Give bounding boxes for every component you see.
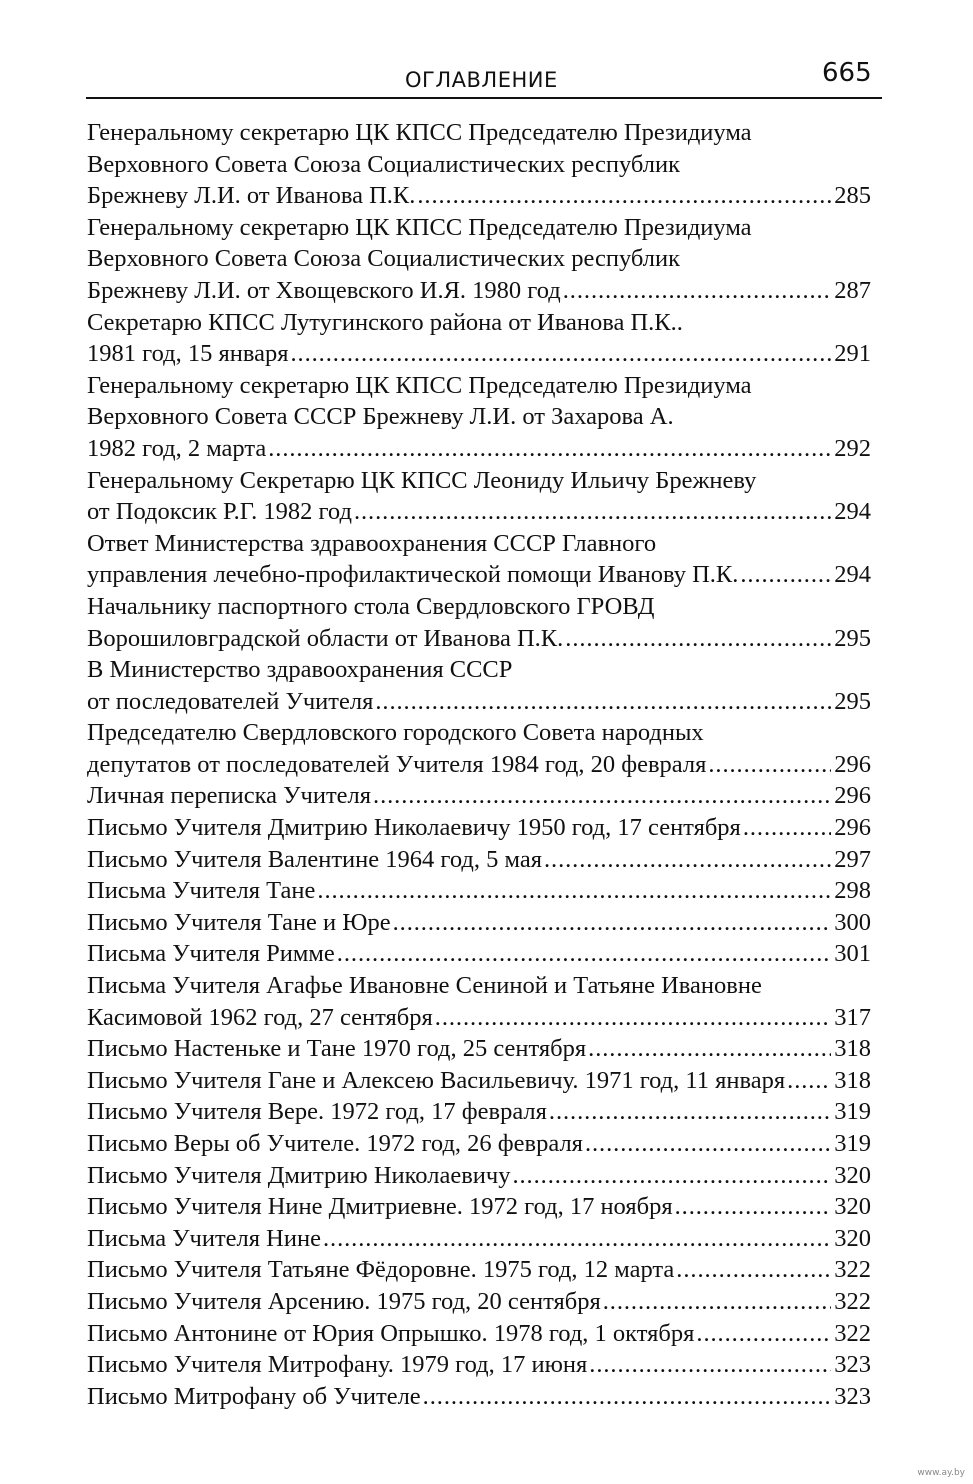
toc-entry-last-line	[87, 1065, 871, 1097]
toc-entry-line: Письмо Настеньке и Тане 1970 год, 25 сентября	[87, 1035, 587, 1063]
toc-entry-line: Ответ Министерства здравоохранения СССР Главного	[87, 529, 657, 557]
toc-entry	[87, 1191, 871, 1223]
toc-entry-line: Начальнику паспортного стола Свердловского ГРОВД	[87, 592, 655, 620]
dot-leader	[603, 1286, 832, 1318]
toc-entry	[87, 1096, 871, 1128]
toc-entry-line: Письмо Учителя Арсению. 1975 год, 20 сентября	[87, 1287, 601, 1315]
toc-page-number: 296	[834, 814, 871, 842]
toc-entry-last-line	[87, 1381, 871, 1413]
toc-entry-line: Личная переписка Учителя	[87, 782, 372, 810]
dot-leader	[393, 907, 832, 939]
toc-entry-line: 1981 год, 15 января	[87, 340, 289, 368]
page-number: 665	[822, 58, 872, 88]
toc-entry-line: управления лечебно-профилактической помощи Иванову П.К.	[87, 561, 739, 589]
toc-entry-last-line	[87, 907, 871, 939]
toc-entry	[87, 907, 871, 939]
toc-page-number: 295	[834, 624, 871, 652]
dot-leader	[317, 875, 831, 907]
toc-entry	[87, 844, 871, 876]
toc-entry	[87, 1128, 871, 1160]
toc-entry	[87, 591, 871, 654]
dot-leader	[375, 686, 831, 718]
toc-entry-last-line	[87, 1254, 871, 1286]
toc-entry-line: Письмо Антонине от Юрия Опрышко. 1978 год, 1 октября	[87, 1319, 695, 1347]
toc-entry-line: Письмо Учителя Татьяне Фёдоровне. 1975 год, 12 марта	[87, 1256, 675, 1284]
toc-entry	[87, 1318, 871, 1350]
dot-leader	[549, 1096, 831, 1128]
toc-entry-line: депутатов от последователей Учителя 1984 год, 20 февраля	[87, 750, 707, 778]
toc-entry-line: 1982 год, 2 марта	[87, 434, 267, 462]
toc-entry-last-line	[87, 844, 871, 876]
toc-entry	[87, 212, 871, 307]
toc-entry-last-line	[87, 780, 871, 812]
toc-page-number: 318	[834, 1066, 871, 1094]
dot-leader	[565, 623, 831, 655]
toc-entry-line: Генеральному секретарю ЦК КПСС Председателю Президиума	[87, 119, 752, 146]
toc-page-number: 320	[834, 1161, 871, 1189]
dot-leader	[740, 559, 831, 591]
toc-page-number: 319	[834, 1098, 871, 1126]
toc-page-number: 292	[834, 434, 871, 462]
toc-entry	[87, 1065, 871, 1097]
toc-entry-line: Письма Учителя Римме	[87, 940, 335, 968]
toc-page-number: 294	[834, 498, 871, 526]
dot-leader	[417, 180, 831, 212]
toc-page-number: 296	[834, 750, 871, 778]
toc-entry-last-line	[87, 686, 871, 718]
toc-entry-line: В Министерство здравоохранения СССР	[87, 656, 513, 684]
toc-entry-last-line	[87, 938, 871, 970]
toc-entry-line: Письмо Учителя Нине Дмитриевне. 1972 год, 17 ноября	[87, 1193, 673, 1221]
toc-entry-last-line	[87, 275, 871, 307]
toc-entry	[87, 875, 871, 907]
toc-page-number: 298	[834, 877, 871, 905]
toc-entry-line: Письмо Митрофану об Учителе	[87, 1382, 421, 1410]
dot-leader	[588, 1033, 831, 1065]
toc-entry-line: Верховного Совета Союза Социалистических республик	[87, 245, 680, 273]
toc-entry-last-line	[87, 433, 871, 465]
toc-page-number: 287	[834, 276, 871, 304]
toc-page-number: 291	[834, 340, 871, 368]
dot-leader	[323, 1223, 831, 1255]
dot-leader	[290, 338, 831, 370]
toc-page-number: 300	[834, 908, 871, 936]
toc-entry	[87, 307, 871, 370]
toc-page-number: 323	[834, 1351, 871, 1379]
toc-page-number: 320	[834, 1224, 871, 1252]
toc-entry-last-line	[87, 1191, 871, 1223]
toc-entry-last-line	[87, 1318, 871, 1350]
toc-entry-line: Брежневу Л.И. от Иванова П.К.	[87, 182, 416, 210]
toc-entry	[87, 528, 871, 591]
toc-page-number: 317	[834, 1003, 871, 1031]
dot-leader	[563, 275, 832, 307]
toc-entry-line: Брежневу Л.И. от Хвощевского И.Я. 1980 год	[87, 276, 561, 304]
dot-leader	[373, 780, 831, 812]
toc-entry	[87, 117, 871, 212]
dot-leader	[743, 812, 831, 844]
toc-entry-line: Письмо Учителя Вере. 1972 год, 17 февраля	[87, 1098, 547, 1126]
dot-leader	[787, 1065, 831, 1097]
dot-leader	[354, 496, 831, 528]
toc-page-number: 297	[834, 845, 871, 873]
toc-entry-last-line	[87, 1286, 871, 1318]
dot-leader	[337, 938, 831, 970]
toc-entry-line: Верховного Совета СССР Брежневу Л.И. от Захарова А.	[87, 403, 674, 431]
toc-entry	[87, 1349, 871, 1381]
toc-entry-last-line	[87, 1033, 871, 1065]
toc-page-number: 322	[834, 1287, 871, 1315]
toc-entry	[87, 370, 871, 465]
toc-entry-last-line	[87, 1349, 871, 1381]
toc-entry-line: Письмо Учителя Митрофану. 1979 год, 17 июня	[87, 1351, 588, 1379]
toc-entry	[87, 970, 871, 1033]
toc-entry-last-line	[87, 496, 871, 528]
table-of-contents	[87, 117, 871, 1412]
toc-page-number: 323	[834, 1382, 871, 1410]
toc-entry-line: Письма Учителя Нине	[87, 1224, 321, 1252]
toc-entry-last-line	[87, 559, 871, 591]
toc-entry-last-line	[87, 623, 871, 655]
toc-entry-last-line	[87, 875, 871, 907]
toc-page-number: 322	[834, 1256, 871, 1284]
toc-entry-line: Письмо Учителя Дмитрию Николаевичу	[87, 1161, 511, 1189]
toc-page-number: 320	[834, 1193, 871, 1221]
toc-entry	[87, 654, 871, 717]
dot-leader	[696, 1318, 831, 1350]
toc-entry-last-line	[87, 1096, 871, 1128]
dot-leader	[585, 1128, 831, 1160]
toc-entry-line: от Подоксик Р.Г. 1982 год	[87, 498, 352, 526]
watermark: www.ay.by	[917, 1468, 965, 1478]
toc-entry-line: Письма Учителя Агафье Ивановне Сениной и Татьяне Ивановне	[87, 972, 762, 1000]
toc-entry-line: Письмо Учителя Дмитрию Николаевичу 1950 год, 17 сентября	[87, 814, 741, 842]
toc-entry-line: Письмо Учителя Валентине 1964 год, 5 мая	[87, 845, 542, 873]
toc-entry-last-line	[87, 180, 871, 212]
toc-entry	[87, 1381, 871, 1413]
toc-entry	[87, 812, 871, 844]
toc-entry	[87, 717, 871, 780]
toc-page-number: 322	[834, 1319, 871, 1347]
toc-entry-line: Председателю Свердловского городского Совета народных	[87, 719, 704, 747]
toc-entry-last-line	[87, 812, 871, 844]
toc-entry	[87, 1286, 871, 1318]
header-rule	[86, 97, 882, 99]
toc-page-number: 296	[834, 782, 871, 810]
toc-entry-line: Письмо Веры об Учителе. 1972 год, 26 февраля	[87, 1130, 583, 1157]
toc-entry-line: Письмо Учителя Тане и Юре	[87, 908, 391, 936]
dot-leader	[423, 1381, 832, 1413]
toc-entry	[87, 938, 871, 970]
toc-entry	[87, 1160, 871, 1192]
toc-entry-last-line	[87, 1223, 871, 1255]
toc-entry-line: Генеральному Секретарю ЦК КПСС Леониду Ильичу Брежневу	[87, 466, 757, 494]
toc-page-number: 285	[834, 182, 871, 210]
toc-page-number: 295	[834, 687, 871, 715]
dot-leader	[544, 844, 831, 876]
toc-page-number: 318	[834, 1035, 871, 1063]
toc-entry	[87, 1033, 871, 1065]
dot-leader	[268, 433, 831, 465]
toc-entry-line: Генеральному секретарю ЦК КПСС Председателю Президиума	[87, 371, 752, 399]
toc-entry-line: Верховного Совета Союза Социалистических республик	[87, 150, 680, 178]
toc-entry	[87, 1254, 871, 1286]
toc-entry	[87, 1223, 871, 1255]
dot-leader	[589, 1349, 831, 1381]
toc-entry-last-line	[87, 1160, 871, 1192]
toc-entry-line: Касимовой 1962 год, 27 сентября	[87, 1003, 433, 1031]
toc-entry	[87, 780, 871, 812]
running-header-title: ОГЛАВЛЕНИЕ	[405, 68, 558, 92]
toc-page-number: 319	[834, 1130, 871, 1157]
toc-entry-last-line	[87, 1128, 871, 1160]
toc-page-number: 294	[834, 561, 871, 589]
dot-leader	[708, 749, 831, 781]
toc-entry-last-line	[87, 338, 871, 370]
dot-leader	[435, 1002, 831, 1034]
toc-entry-line: Генеральному секретарю ЦК КПСС Председателю Президиума	[87, 213, 752, 241]
dot-leader	[676, 1254, 831, 1286]
toc-entry-line: Секретарю КПСС Лутугинского района от Иванова П.К..	[87, 308, 683, 336]
toc-page-number: 301	[834, 940, 871, 968]
dot-leader	[512, 1160, 831, 1192]
toc-entry	[87, 465, 871, 528]
dot-leader	[675, 1191, 832, 1223]
toc-entry-line: Письма Учителя Тане	[87, 877, 316, 905]
toc-entry-line: от последователей Учителя	[87, 687, 374, 715]
toc-entry-line: Письмо Учителя Гане и Алексею Васильевичу. 1971 год, 11 января	[87, 1066, 786, 1094]
toc-entry-last-line	[87, 1002, 871, 1034]
toc-entry-line: Ворошиловградской области от Иванова П.К.	[87, 624, 564, 652]
toc-entry-last-line	[87, 749, 871, 781]
